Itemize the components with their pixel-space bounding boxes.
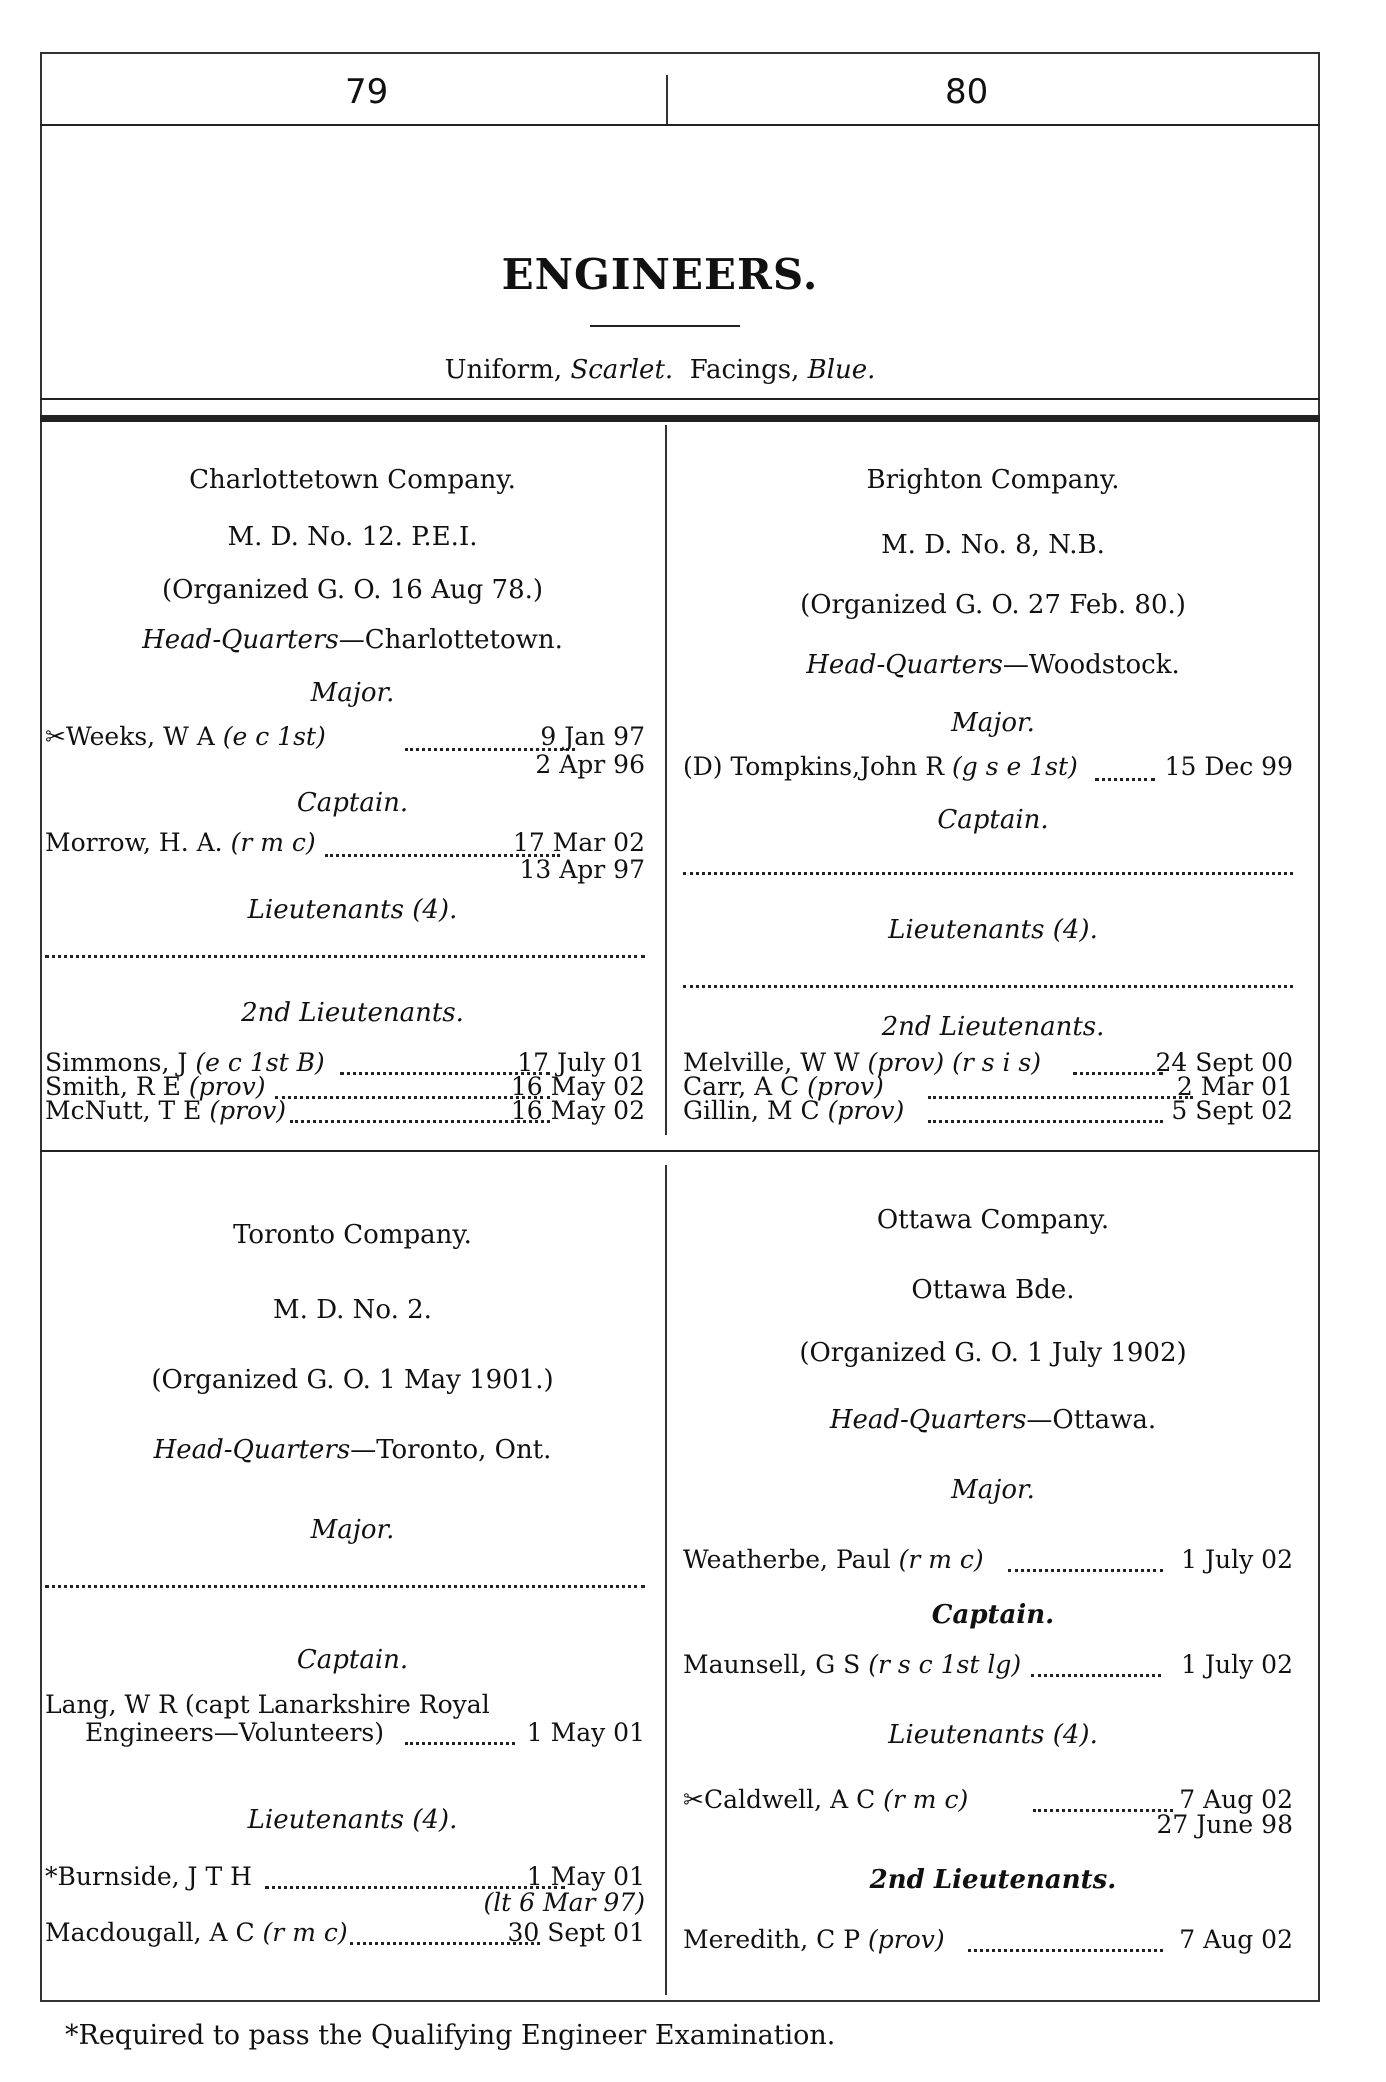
captain-entry-line1: Lang, W R (capt Lanarkshire Royal	[45, 1690, 490, 1719]
vacancy-dots	[683, 985, 1293, 988]
lieutenants-heading: Lieutenants (4).	[247, 1805, 458, 1835]
section-title: ENGINEERS.	[501, 250, 819, 299]
headquarters: Head-Quarters—Ottawa.	[829, 1405, 1157, 1435]
thick-rule	[40, 415, 1320, 422]
captain-heading: Captain.	[931, 1600, 1055, 1630]
captain-heading: Captain.	[296, 788, 409, 818]
district: Ottawa Bde.	[911, 1275, 1075, 1305]
page-divider	[666, 75, 668, 125]
second-lieutenants-heading: 2nd Lieutenants.	[881, 1012, 1105, 1042]
captain-heading: Captain.	[937, 805, 1049, 835]
scissors-icon: ✂	[683, 1785, 704, 1814]
uniform-line: Uniform, Scarlet. Facings, Blue.	[444, 355, 876, 385]
major-heading: Major.	[310, 1515, 395, 1545]
district: M. D. No. 8, N.B.	[881, 530, 1105, 560]
major-heading: Major.	[951, 1475, 1035, 1505]
vacancy-dots	[45, 955, 645, 958]
page-number-right: 80	[945, 72, 989, 112]
captain-heading: Captain.	[296, 1645, 409, 1675]
lieutenants-heading: Lieutenants (4).	[888, 915, 1098, 945]
vacancy-dots	[683, 872, 1293, 875]
major-heading: Major.	[310, 678, 395, 708]
thick-rule-top	[40, 398, 1320, 400]
organized: (Organized G. O. 1 May 1901.)	[151, 1365, 554, 1395]
middle-rule	[40, 1150, 1320, 1152]
header-rule	[40, 124, 1320, 126]
column-divider-bottom	[665, 1165, 667, 1995]
headquarters: Head-Quarters—Woodstock.	[806, 650, 1180, 680]
company-name: Brighton Company.	[866, 465, 1120, 495]
title-rule	[590, 325, 740, 327]
organized: (Organized G. O. 16 Aug 78.)	[161, 575, 544, 605]
organized: (Organized G. O. 27 Feb. 80.)	[800, 590, 1186, 620]
company-name: Ottawa Company.	[876, 1205, 1110, 1235]
scissors-icon: ✂	[45, 722, 66, 751]
company-name: Toronto Company.	[233, 1220, 472, 1250]
footnote: *Required to pass the Qualifying Engineer Examination.	[65, 2020, 836, 2051]
district: M. D. No. 12. P.E.I.	[227, 522, 478, 552]
lieutenants-heading: Lieutenants (4).	[888, 1720, 1098, 1750]
headquarters: Head-Quarters—Charlottetown.	[142, 625, 563, 655]
lieutenants-heading: Lieutenants (4).	[247, 895, 458, 925]
district: M. D. No. 2.	[273, 1295, 432, 1325]
second-lieutenants-heading: 2nd Lieutenants.	[241, 998, 464, 1028]
company-name: Charlottetown Company.	[189, 465, 516, 495]
vacancy-dots	[45, 1585, 645, 1588]
headquarters: Head-Quarters—Toronto, Ont.	[153, 1435, 552, 1465]
major-heading: Major.	[951, 708, 1035, 738]
column-divider-top	[665, 425, 667, 1135]
organized: (Organized G. O. 1 July 1902)	[799, 1338, 1187, 1368]
page-number-left: 79	[345, 72, 389, 112]
second-lieutenants-heading: 2nd Lieutenants.	[869, 1865, 1117, 1895]
